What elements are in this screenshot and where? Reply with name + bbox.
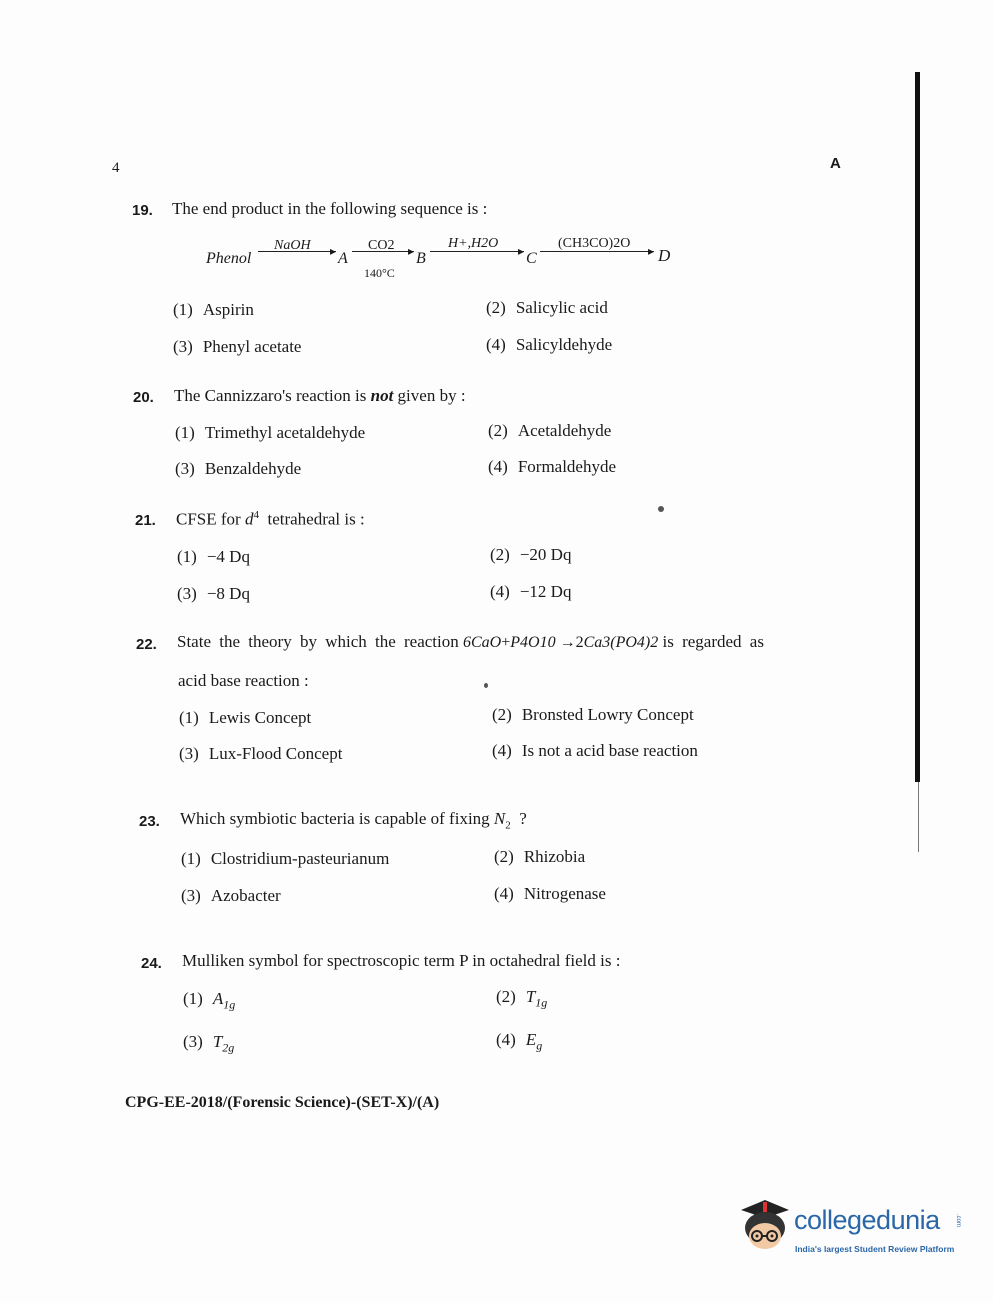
option-3[interactable]: (3) Lux-Flood Concept [179,744,343,763]
option-1[interactable]: (1) Clostridium-pasteurianum [181,849,390,868]
question-text: The Cannizzaro's reaction is not given by : [174,386,466,405]
reaction-scheme [206,236,686,284]
scan-edge-line [918,782,919,852]
arrow-head: ▸ [518,244,525,258]
product-label: C [526,250,537,267]
option-4[interactable]: (4) −12 Dq [490,582,572,601]
set-letter: A [830,155,841,172]
paper-code-footer: CPG-EE-2018/(Forensic Science)-(SET-X)/(A) [125,1094,440,1111]
scan-edge-bar [915,72,920,782]
question-text: Which symbiotic bacteria is capable of fixing $N_2$ ? [180,809,527,832]
question-number: 23. [139,813,160,830]
scan-speck [484,683,488,688]
option-3[interactable]: (3) Benzaldehyde [175,459,302,478]
option-2[interactable]: (2) Rhizobia [494,847,586,866]
reactant-label: Phenol [206,250,252,267]
condition-label: 140°C [364,266,395,280]
question-number: 24. [141,955,162,972]
option-3[interactable]: (3) $T_{2g}$ [183,1032,235,1055]
option-4[interactable]: (4) Is not a acid base reaction [492,741,698,760]
question-number: 20. [133,389,154,406]
option-1[interactable]: (1) Aspirin [173,300,254,319]
product-label: B [416,250,426,267]
option-4[interactable]: (4) Nitrogenase [494,884,606,903]
reaction-arrow [352,251,414,252]
logo-domain: .com [955,1214,961,1228]
reagent-label: NaOH [274,238,311,253]
reaction-arrow [540,251,654,252]
question-text: CFSE for $d^4$ tetrahedral is : [176,509,365,529]
chemical-equation: 6CaO+P4O10 →2Ca3(PO4)2 [463,634,659,651]
option-1[interactable]: (1) $A_{1g}$ [183,989,236,1012]
reagent-label: (CH3CO)2O [558,236,631,251]
reagent-label: CO2 [368,238,395,253]
option-3[interactable]: (3) Phenyl acetate [173,337,302,356]
question-text: The end product in the following sequence is : [172,199,488,218]
reagent-label: H+,H2O [448,236,499,251]
option-1[interactable]: (1) Trimethyl acetaldehyde [175,423,366,442]
question-number: 22. [136,636,157,653]
question-text-continued: acid base reaction : [178,671,309,690]
collegedunia-mascot-icon [737,1198,793,1254]
option-2[interactable]: (2) −20 Dq [490,545,572,564]
question-text: State the theory by which the reaction 6CaO+P4O10 →2Ca3(PO4)2 is regarded as [177,632,764,651]
option-4[interactable]: (4) Formaldehyde [488,457,617,476]
product-label: A [338,250,348,267]
option-2[interactable]: (2) Bronsted Lowry Concept [492,705,694,724]
option-1[interactable]: (1) Lewis Concept [179,708,312,727]
question-text: Mulliken symbol for spectroscopic term P in octahedral field is : [182,951,621,970]
option-2[interactable]: (2) $T_{1g}$ [496,987,548,1010]
option-4[interactable]: (4) Salicyldehyde [486,335,613,354]
arrow-head: ▸ [648,244,655,258]
logo-wordmark: collegedunia [794,1205,940,1235]
arrow-head: ▸ [408,244,415,258]
logo-tagline: India's largest Student Review Platform [795,1244,955,1254]
page-number: 4 [112,160,120,176]
question-number: 19. [132,202,153,219]
scan-speck [658,506,664,512]
option-2[interactable]: (2) Acetaldehyde [488,421,612,440]
arrow-head: ▸ [330,244,337,258]
reaction-arrow [430,251,524,252]
option-4[interactable]: (4) $E_g$ [496,1030,543,1053]
option-1[interactable]: (1) −4 Dq [177,547,250,566]
product-label: D [658,246,671,265]
reaction-arrow [258,251,336,252]
question-number: 21. [135,512,156,529]
option-2[interactable]: (2) Salicylic acid [486,298,608,317]
option-3[interactable]: (3) −8 Dq [177,584,250,603]
option-3[interactable]: (3) Azobacter [181,886,281,905]
